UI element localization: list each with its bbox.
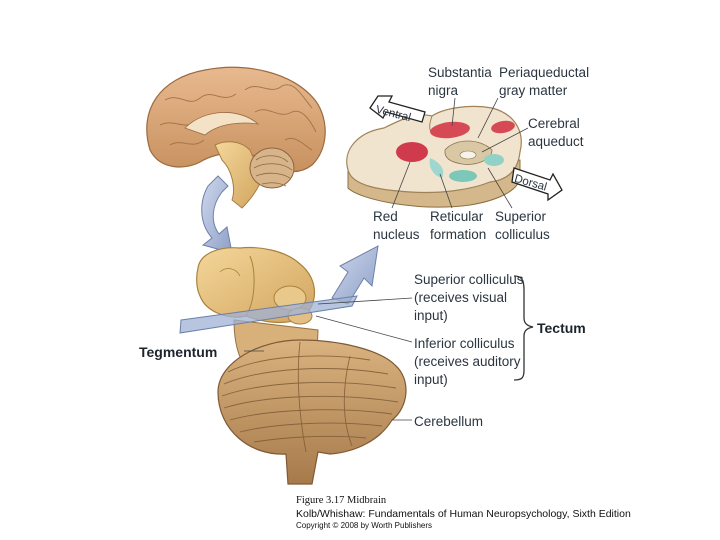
label-superior-colliculus-visual-line2: (receives visual	[414, 290, 508, 305]
label-substantia-nigra-line2: nigra	[428, 83, 459, 98]
figure-caption: Figure 3.17 Midbrain	[296, 495, 387, 506]
label-cerebral-aqueduct-line1: Cerebral	[528, 116, 580, 131]
up-arrow	[332, 246, 378, 304]
label-periaqueductal-line1: Periaqueductal	[499, 65, 590, 80]
label-cerebral-aqueduct-line2: aqueduct	[528, 134, 584, 149]
label-red-nucleus-line1: Red	[373, 209, 398, 224]
label-superior-colliculus-line2: colliculus	[495, 227, 550, 242]
label-inferior-colliculus-line2: (receives auditory	[414, 354, 521, 369]
label-red-nucleus-line2: nucleus	[373, 227, 420, 242]
label-superior-colliculus-visual-line1: Superior colliculus	[414, 272, 524, 287]
label-inferior-colliculus-line3: input)	[414, 372, 448, 387]
label-reticular-formation-line2: formation	[430, 227, 487, 242]
label-substantia-nigra-line1: Substantia	[428, 65, 492, 80]
midbrain-cross-section	[347, 106, 522, 207]
copyright-notice: Copyright © 2008 by Worth Publishers	[296, 521, 433, 530]
down-arrow	[202, 176, 232, 253]
label-ventral: Ventral	[374, 103, 413, 125]
cerebellum	[218, 340, 406, 484]
label-superior-colliculus-line1: Superior	[495, 209, 547, 224]
book-citation: Kolb/Whishaw: Fundamentals of Human Neuropsychology, Sixth Edition	[296, 508, 631, 520]
label-tegmentum: Tegmentum	[139, 344, 218, 360]
sagittal-brain	[147, 67, 325, 208]
label-tectum: Tectum	[537, 320, 586, 336]
label-cerebellum: Cerebellum	[414, 414, 484, 429]
label-superior-colliculus-visual-line3: input)	[414, 308, 448, 323]
label-inferior-colliculus-line1: Inferior colliculus	[414, 336, 515, 351]
label-periaqueductal-line2: gray matter	[499, 83, 568, 98]
label-dorsal: Dorsal	[512, 172, 549, 194]
label-reticular-formation-line1: Reticular	[430, 209, 484, 224]
